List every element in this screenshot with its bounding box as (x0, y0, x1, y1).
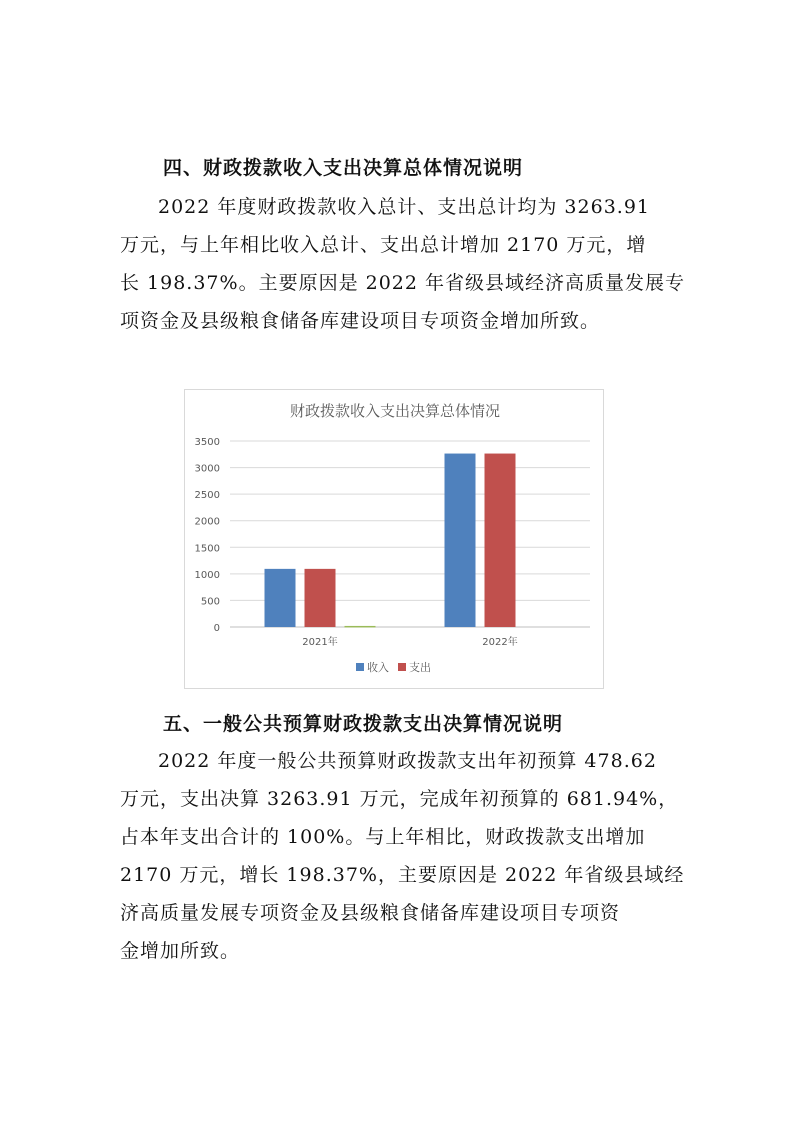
paragraph-line: 2170 万元，增长 198.37%，主要原因是 2022 年省级县域经 (120, 864, 685, 886)
legend-label: 收入 (367, 661, 389, 674)
y-tick-label: 2000 (194, 516, 220, 528)
x-tick-label: 2022年 (482, 637, 518, 648)
paragraph-line: 万元，与上年相比收入总计、支出总计增加 2170 万元，增 (120, 234, 647, 256)
paragraph-line: 2022 年度一般公共预算财政拨款支出年初预算 478.62 (158, 750, 657, 772)
bar-chart (184, 389, 604, 689)
y-tick-label: 3000 (194, 463, 220, 475)
bar-收入-2021年 (265, 569, 296, 627)
legend-label: 支出 (409, 661, 431, 674)
paragraph-line: 万元，支出决算 3263.91 万元，完成年初预算的 681.94%， (120, 788, 679, 810)
bar-支出-2021年 (305, 569, 336, 627)
paragraph-line: 占本年支出合计的 100%。与上年相比，财政拨款支出增加 (120, 826, 646, 848)
bar-series2-2021年 (345, 626, 376, 628)
paragraph-line: 项资金及县级粮食储备库建设项目专项资金增加所致。 (120, 310, 601, 332)
legend-swatch-收入 (356, 663, 364, 671)
y-tick-label: 2500 (194, 490, 220, 502)
section4-paragraph (120, 188, 686, 340)
section5-heading: 五、一般公共预算财政拨款支出决算情况说明 (163, 713, 564, 735)
paragraph-line: 金增加所致。 (120, 940, 241, 962)
paragraph-line: 济高质量发展专项资金及县级粮食储备库建设项目专项资 (120, 902, 621, 924)
x-tick-label: 2021年 (302, 637, 338, 648)
y-tick-label: 3500 (194, 437, 220, 448)
paragraph-line: 长 198.37%。主要原因是 2022 年省级县域经济高质量发展专 (120, 272, 686, 294)
legend-swatch-支出 (398, 663, 406, 671)
paragraph-line: 2022 年度财政拨款收入总计、支出总计均为 3263.91 (158, 196, 651, 218)
y-tick-label: 1500 (194, 543, 220, 555)
bar-收入-2022年 (445, 454, 476, 627)
section4-heading: 四、财政拨款收入支出决算总体情况说明 (163, 157, 524, 179)
bar-支出-2022年 (485, 454, 516, 627)
chart-canvas (185, 390, 605, 690)
chart-title: 财政拨款收入支出决算总体情况 (289, 402, 501, 420)
section5-paragraph (120, 742, 685, 970)
y-tick-label: 500 (200, 596, 220, 608)
y-tick-label: 0 (213, 623, 220, 634)
y-tick-label: 1000 (194, 569, 220, 581)
